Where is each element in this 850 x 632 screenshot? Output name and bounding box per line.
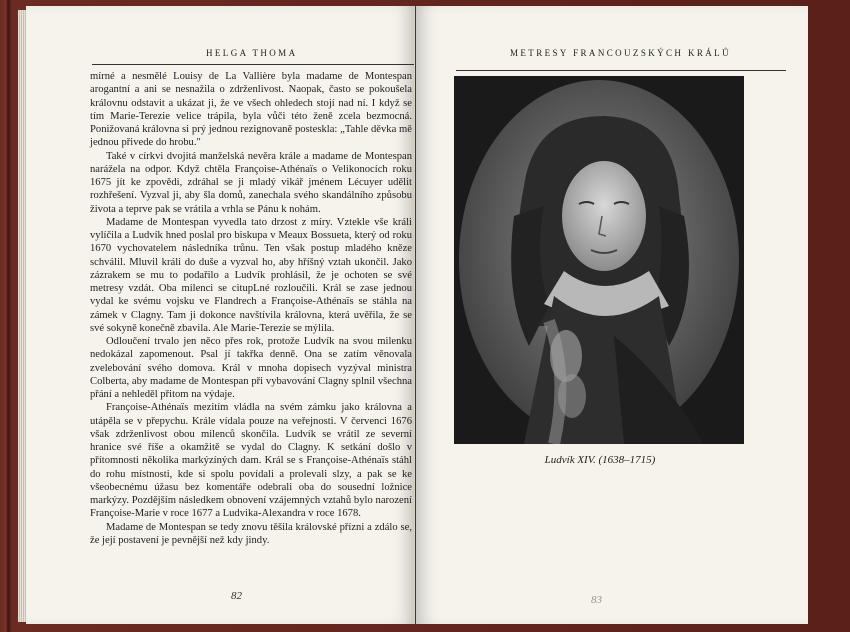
portrait-plate bbox=[454, 76, 744, 444]
paragraph: Také v církvi dvojitá manželská nevěra krále a madame de Montespan narážela na odpor. Když chtěla Françoise-Athénaïs o Velikonocích roku 1675 jít ke zpovědi, zdráhal se ji mladý vikář jménem Lécuyer udělit rozhřešení. Vyzval ji, aby šla domů, zanechala svého skandálního způsobu života a teprve pak se vrátila a vrhla se Pánu k nohám. bbox=[90, 150, 412, 215]
left-page bbox=[26, 6, 415, 624]
portrait-caption: Ludvík XIV. (1638–1715) bbox=[544, 454, 656, 466]
portrait-image bbox=[454, 76, 744, 444]
page-number-left: 82 bbox=[231, 590, 242, 602]
running-head-right: METRESY FRANCOUZSKÝCH KRÁLŮ bbox=[510, 48, 731, 58]
running-head-left: HELGA THOMA bbox=[206, 48, 298, 58]
paragraph: Odloučení trvalo jen něco přes rok, protože Ludvík na svou milenku nedokázal zapomenout. Psal jí takřka denně. Ona se zatím věnovala zvelebování svého domova. Král v mnoha dopisech vyzýval ministra Colberta, aby madame de Montespan při vybavování Clagny splnil všechna přání a nehleděl přitom na výdaje. bbox=[90, 336, 412, 400]
paragraph: Madame de Montespan vyvedla tato drzost z míry. Vztekle vše králi vylíčila a Ludvík hned poslal pro biskupa v Meaux Bossueta, který od roku 1670 vychovatelem následníka trůnu. Ten však postup mladého kněze schválil. Mluvil králi do duše a vyzval ho, aby hříšný vztah ukončil. Jako zázrakem se mu to podařilo a Ludvík prohlásil, že je ochoten se své metresy vzdát. Oba milenci se citupLné rozloučili. Král se zase jednou vydal ke svému vojsku ve Flandrech a Françoise-Athénaïs se stáhla na zámek v Clagny. Tam ji dokonce navštívila královna, která uvěřila, že se své sokyně konečně zbavila. Ale Marie-Terezie se mýlila. bbox=[90, 216, 412, 334]
header-rule-right bbox=[456, 70, 786, 71]
paragraph: Françoise-Athénaïs mezitím vládla na svém zámku jako královna a utápěla se v přepychu. Krále vídala pouze na veřejnosti. V červenci 1676 však zdrženlivost obou milenců skončila. Ludvík se vrátil ze severní hranice své říše a okamžitě se vydal do Clagny. K setkání došlo v přítomnosti několika markýzíných dam. Král se s Françoise-Athénaïs stáhl do rohu místnosti, kde si spolu povídali a prolevali slzy, a pak se ke všeobecnému úžasu bez komentáře odebrali oba do sousední ložnice markýzy. Pozdějším následkem obnovení vzájemných vztahů bylo narození Françoise-Marie v roce 1677 a Ludvika-Alexandra v roce 1678. bbox=[90, 402, 412, 520]
header-rule-left bbox=[92, 64, 414, 65]
right-page bbox=[416, 6, 808, 624]
paragraph: mírné a nesmělé Louisy de La Vallière byla madame de Montespan arogantní a ani se nesnažila o zdrženlivost. Naopak, často se pokoušela královnu odstavit a ukázat ji, že ve všech ohledech stojí nad ní. I když se tím Marie-Terezie velice trápila, byla vůči této ženě zcela bezmocná. Ponižovaná královna si prý jednou rezignovaně posteskla: „Tahle děvka mě jednou přivede do hrobu." bbox=[90, 71, 412, 149]
page-number-right: 83 bbox=[591, 594, 602, 606]
body-text bbox=[90, 70, 412, 547]
paragraph: Madame de Montespan se tedy znovu těšila královské přízni a zdálo se, že její postavení je pevnější než kdy jindy. bbox=[90, 521, 412, 546]
